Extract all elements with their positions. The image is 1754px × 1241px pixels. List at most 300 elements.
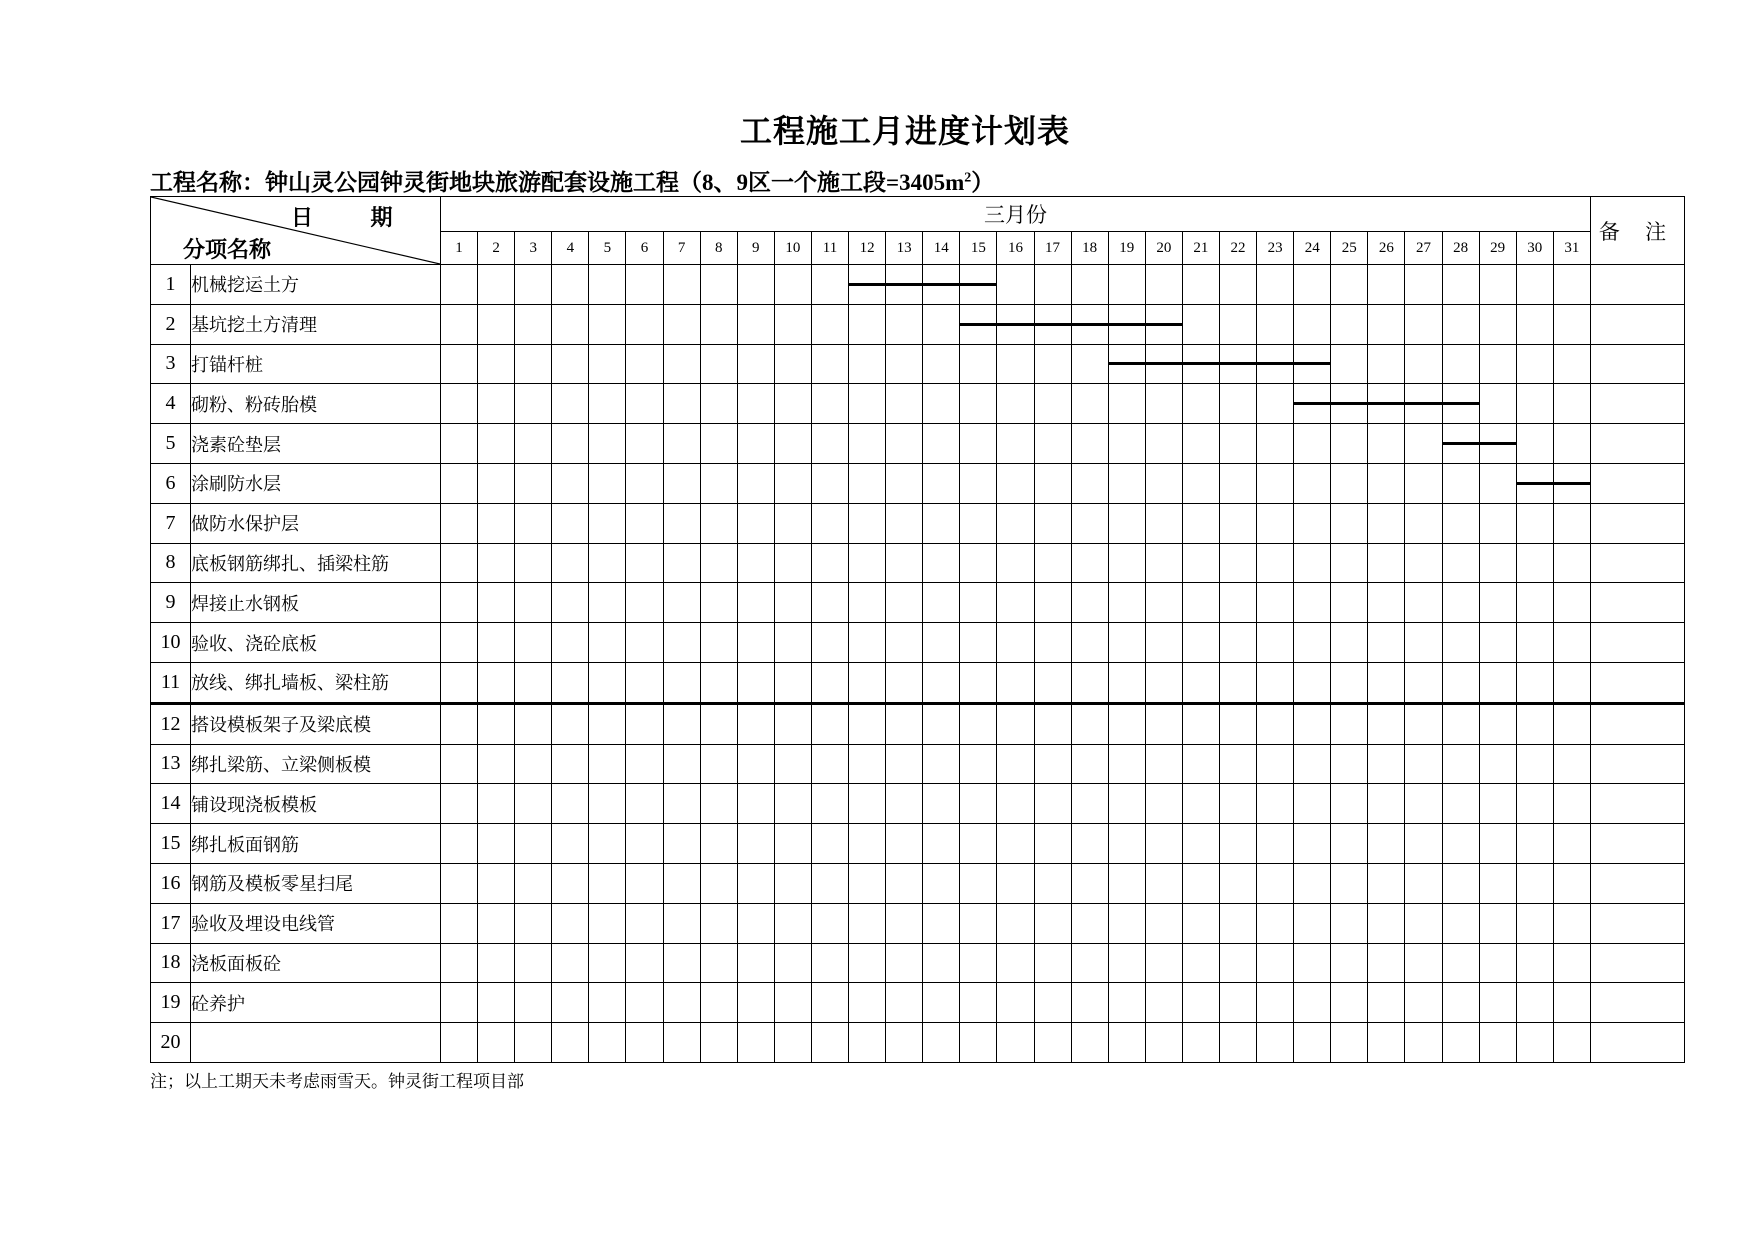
day-cell <box>626 662 663 703</box>
day-cell <box>1442 543 1479 583</box>
day-cell <box>1071 744 1108 784</box>
day-cell <box>700 304 737 344</box>
day-cell <box>1516 863 1553 903</box>
day-cell <box>923 463 960 503</box>
day-cell <box>1145 1023 1182 1063</box>
day-cell <box>589 424 626 464</box>
day-cell <box>1108 344 1145 384</box>
day-header-29: 29 <box>1479 232 1516 265</box>
day-cell <box>1071 623 1108 663</box>
task-number: 17 <box>151 903 191 943</box>
day-cell <box>1182 863 1219 903</box>
remarks-cell <box>1590 344 1684 384</box>
day-cell <box>1553 344 1590 384</box>
day-cell <box>1368 662 1405 703</box>
day-cell <box>515 744 552 784</box>
day-header-17: 17 <box>1034 232 1071 265</box>
day-cell <box>589 384 626 424</box>
day-cell <box>1368 503 1405 543</box>
day-cell <box>1294 784 1331 824</box>
day-cell <box>886 304 923 344</box>
day-cell <box>1219 662 1256 703</box>
day-cell <box>478 1023 515 1063</box>
day-cell <box>1145 265 1182 305</box>
day-cell <box>960 424 997 464</box>
day-cell <box>1479 983 1516 1023</box>
day-cell <box>1553 424 1590 464</box>
day-header-28: 28 <box>1442 232 1479 265</box>
day-cell <box>1405 543 1442 583</box>
day-cell <box>515 344 552 384</box>
day-cell <box>1257 703 1294 744</box>
day-cell <box>1331 503 1368 543</box>
day-header-27: 27 <box>1405 232 1442 265</box>
day-cell <box>960 583 997 623</box>
day-cell <box>811 384 848 424</box>
day-cell <box>849 543 886 583</box>
day-cell <box>1108 463 1145 503</box>
day-cell <box>923 703 960 744</box>
day-cell <box>626 623 663 663</box>
day-cell <box>663 344 700 384</box>
day-cell <box>811 1023 848 1063</box>
day-cell <box>1034 384 1071 424</box>
day-cell <box>1071 424 1108 464</box>
remarks-cell <box>1590 623 1684 663</box>
day-cell <box>1553 824 1590 864</box>
day-cell <box>478 503 515 543</box>
day-cell <box>1219 543 1256 583</box>
day-cell <box>997 943 1034 983</box>
day-cell <box>441 824 478 864</box>
day-cell <box>1368 583 1405 623</box>
day-cell <box>886 662 923 703</box>
day-cell <box>700 824 737 864</box>
day-cell <box>515 983 552 1023</box>
day-cell <box>515 384 552 424</box>
day-cell <box>1257 744 1294 784</box>
day-cell <box>960 863 997 903</box>
day-cell <box>515 304 552 344</box>
day-cell <box>478 784 515 824</box>
day-cell <box>478 265 515 305</box>
day-cell <box>1294 903 1331 943</box>
day-cell <box>923 424 960 464</box>
day-cell <box>1553 304 1590 344</box>
day-cell <box>737 623 774 663</box>
day-cell <box>552 863 589 903</box>
day-cell <box>552 424 589 464</box>
day-cell <box>811 784 848 824</box>
task-number: 3 <box>151 344 191 384</box>
gantt-bar-segment <box>960 283 996 286</box>
day-cell <box>1071 503 1108 543</box>
day-cell <box>1516 424 1553 464</box>
day-cell <box>1553 623 1590 663</box>
day-cell <box>663 943 700 983</box>
gantt-bar-segment <box>1294 402 1330 405</box>
day-header-14: 14 <box>923 232 960 265</box>
day-cell <box>886 265 923 305</box>
day-cell <box>589 943 626 983</box>
day-cell <box>849 1023 886 1063</box>
day-cell <box>923 384 960 424</box>
task-row <box>151 1023 1685 1063</box>
day-cell <box>1294 703 1331 744</box>
day-cell <box>1331 424 1368 464</box>
day-cell <box>700 265 737 305</box>
day-cell <box>1219 344 1256 384</box>
day-cell <box>737 863 774 903</box>
day-cell <box>1108 384 1145 424</box>
day-cell <box>960 903 997 943</box>
day-cell <box>1405 943 1442 983</box>
day-cell <box>663 824 700 864</box>
day-cell <box>1219 265 1256 305</box>
day-cell <box>589 703 626 744</box>
day-cell <box>1257 943 1294 983</box>
day-cell <box>1405 824 1442 864</box>
task-number: 15 <box>151 824 191 864</box>
day-cell <box>849 265 886 305</box>
day-cell <box>515 424 552 464</box>
day-cell <box>626 265 663 305</box>
remarks-cell <box>1590 424 1684 464</box>
header-row-month <box>151 197 1685 232</box>
day-header-16: 16 <box>997 232 1034 265</box>
day-cell <box>1219 903 1256 943</box>
day-cell <box>1294 983 1331 1023</box>
day-cell <box>737 943 774 983</box>
day-cell <box>700 623 737 663</box>
remarks-header: 备 注 <box>1590 197 1684 265</box>
day-cell <box>1516 623 1553 663</box>
day-cell <box>737 463 774 503</box>
day-cell <box>811 983 848 1023</box>
day-cell <box>589 824 626 864</box>
diagonal-header-cell <box>151 197 441 265</box>
day-cell <box>515 1023 552 1063</box>
day-cell <box>737 703 774 744</box>
day-cell <box>1405 344 1442 384</box>
day-cell <box>1071 662 1108 703</box>
day-cell <box>1516 583 1553 623</box>
remarks-cell <box>1590 265 1684 305</box>
remarks-cell <box>1590 784 1684 824</box>
day-cell <box>886 424 923 464</box>
day-cell <box>1442 304 1479 344</box>
task-row <box>151 703 1685 744</box>
day-cell <box>1442 863 1479 903</box>
day-cell <box>552 583 589 623</box>
day-cell <box>441 1023 478 1063</box>
day-cell <box>923 623 960 663</box>
day-cell <box>1553 463 1590 503</box>
day-cell <box>1442 824 1479 864</box>
project-name-line <box>150 164 994 197</box>
day-cell <box>515 784 552 824</box>
day-cell <box>1405 703 1442 744</box>
day-cell <box>515 863 552 903</box>
day-cell <box>589 744 626 784</box>
day-cell <box>923 503 960 543</box>
task-row <box>151 903 1685 943</box>
day-cell <box>1219 784 1256 824</box>
day-cell <box>1257 784 1294 824</box>
day-cell <box>1108 703 1145 744</box>
day-cell <box>552 983 589 1023</box>
day-cell <box>1182 662 1219 703</box>
day-cell <box>1331 344 1368 384</box>
day-cell <box>515 824 552 864</box>
day-cell <box>1294 863 1331 903</box>
day-cell <box>1405 863 1442 903</box>
day-cell <box>552 623 589 663</box>
day-cell <box>886 543 923 583</box>
day-header-7: 7 <box>663 232 700 265</box>
day-cell <box>1145 384 1182 424</box>
day-cell <box>1145 903 1182 943</box>
day-cell <box>960 662 997 703</box>
day-cell <box>1219 824 1256 864</box>
day-cell <box>1294 623 1331 663</box>
day-cell <box>1182 344 1219 384</box>
gantt-bar-segment <box>886 283 922 286</box>
day-cell <box>441 943 478 983</box>
day-cell <box>1516 503 1553 543</box>
day-header-20: 20 <box>1145 232 1182 265</box>
task-name: 基坑挖土方清理 <box>191 304 441 344</box>
day-cell <box>737 265 774 305</box>
day-cell <box>1182 703 1219 744</box>
day-cell <box>1442 424 1479 464</box>
day-cell <box>700 463 737 503</box>
day-cell <box>626 983 663 1023</box>
day-cell <box>1479 503 1516 543</box>
day-cell <box>1182 265 1219 305</box>
day-cell <box>1219 983 1256 1023</box>
day-cell <box>1405 903 1442 943</box>
remarks-cell <box>1590 824 1684 864</box>
day-cell <box>774 784 811 824</box>
day-cell <box>663 463 700 503</box>
task-number: 11 <box>151 662 191 703</box>
remarks-cell <box>1590 463 1684 503</box>
day-cell <box>1145 344 1182 384</box>
day-cell <box>626 703 663 744</box>
day-cell <box>1479 943 1516 983</box>
day-cell <box>923 583 960 623</box>
day-cell <box>589 983 626 1023</box>
day-cell <box>997 503 1034 543</box>
day-cell <box>1257 662 1294 703</box>
day-cell <box>1071 543 1108 583</box>
day-cell <box>1294 543 1331 583</box>
day-cell <box>1219 424 1256 464</box>
day-cell <box>663 744 700 784</box>
day-cell <box>886 583 923 623</box>
day-cell <box>441 424 478 464</box>
day-cell <box>997 543 1034 583</box>
day-cell <box>1553 503 1590 543</box>
day-cell <box>1145 543 1182 583</box>
day-cell <box>997 304 1034 344</box>
day-cell <box>1257 503 1294 543</box>
day-cell <box>997 463 1034 503</box>
remarks-cell <box>1590 543 1684 583</box>
day-cell <box>774 703 811 744</box>
schedule-table <box>150 196 1685 1063</box>
day-cell <box>1108 543 1145 583</box>
task-name: 底板钢筋绑扎、插梁柱筋 <box>191 543 441 583</box>
day-cell <box>1219 304 1256 344</box>
day-cell <box>849 344 886 384</box>
day-cell <box>1294 384 1331 424</box>
day-cell <box>737 424 774 464</box>
day-cell <box>552 943 589 983</box>
day-cell <box>700 903 737 943</box>
day-cell <box>1034 463 1071 503</box>
day-cell <box>1442 662 1479 703</box>
day-cell <box>1294 662 1331 703</box>
day-cell <box>1442 703 1479 744</box>
day-cell <box>960 384 997 424</box>
day-cell <box>1331 662 1368 703</box>
day-cell <box>1479 824 1516 864</box>
day-cell <box>478 863 515 903</box>
day-cell <box>737 744 774 784</box>
day-cell <box>589 265 626 305</box>
day-cell <box>811 344 848 384</box>
task-name: 机械挖运土方 <box>191 265 441 305</box>
task-number: 18 <box>151 943 191 983</box>
task-row <box>151 662 1685 703</box>
day-cell <box>515 583 552 623</box>
date-header-label: 日 期 <box>291 205 419 230</box>
day-cell <box>1553 265 1590 305</box>
day-cell <box>1294 583 1331 623</box>
day-cell <box>1145 503 1182 543</box>
day-cell <box>1145 304 1182 344</box>
day-cell <box>811 543 848 583</box>
day-cell <box>663 265 700 305</box>
day-cell <box>1034 824 1071 864</box>
day-cell <box>478 662 515 703</box>
day-cell <box>552 463 589 503</box>
day-cell <box>1145 662 1182 703</box>
day-cell <box>552 1023 589 1063</box>
day-cell <box>700 703 737 744</box>
day-cell <box>1516 384 1553 424</box>
day-cell <box>515 662 552 703</box>
day-cell <box>1145 703 1182 744</box>
gantt-bar-segment <box>1257 362 1293 365</box>
day-cell <box>552 304 589 344</box>
day-cell <box>441 543 478 583</box>
day-cell <box>1479 265 1516 305</box>
day-cell <box>515 903 552 943</box>
day-cell <box>663 503 700 543</box>
task-name <box>191 1023 441 1063</box>
day-cell <box>589 503 626 543</box>
day-cell <box>1479 662 1516 703</box>
day-header-15: 15 <box>960 232 997 265</box>
day-cell <box>849 304 886 344</box>
day-cell <box>1034 662 1071 703</box>
day-cell <box>997 983 1034 1023</box>
day-cell <box>1294 503 1331 543</box>
day-cell <box>552 744 589 784</box>
day-cell <box>1182 1023 1219 1063</box>
day-cell <box>997 824 1034 864</box>
day-cell <box>441 623 478 663</box>
task-name: 涂刷防水层 <box>191 463 441 503</box>
day-cell <box>626 903 663 943</box>
day-cell <box>811 463 848 503</box>
day-cell <box>1516 463 1553 503</box>
day-cell <box>1257 623 1294 663</box>
day-cell <box>1294 463 1331 503</box>
day-cell <box>626 503 663 543</box>
day-cell <box>1182 503 1219 543</box>
day-cell <box>886 863 923 903</box>
task-row <box>151 824 1685 864</box>
day-header-24: 24 <box>1294 232 1331 265</box>
day-cell <box>1034 784 1071 824</box>
day-cell <box>1553 543 1590 583</box>
day-cell <box>1516 943 1553 983</box>
gantt-bar-segment <box>1183 362 1219 365</box>
day-header-26: 26 <box>1368 232 1405 265</box>
day-header-2: 2 <box>478 232 515 265</box>
day-cell <box>1331 623 1368 663</box>
day-header-5: 5 <box>589 232 626 265</box>
day-cell <box>1182 384 1219 424</box>
task-number: 7 <box>151 503 191 543</box>
day-cell <box>774 903 811 943</box>
day-cell <box>774 503 811 543</box>
day-cell <box>1553 662 1590 703</box>
day-cell <box>626 744 663 784</box>
gantt-bar-segment <box>1554 482 1590 485</box>
task-row <box>151 344 1685 384</box>
day-cell <box>1442 983 1479 1023</box>
day-cell <box>1034 943 1071 983</box>
day-cell <box>1516 662 1553 703</box>
day-cell <box>1257 824 1294 864</box>
day-cell <box>960 344 997 384</box>
day-cell <box>1405 583 1442 623</box>
day-cell <box>1331 903 1368 943</box>
day-cell <box>811 744 848 784</box>
day-cell <box>849 784 886 824</box>
day-cell <box>700 744 737 784</box>
day-cell <box>774 1023 811 1063</box>
day-cell <box>811 903 848 943</box>
day-cell <box>1034 863 1071 903</box>
day-cell <box>1331 265 1368 305</box>
day-cell <box>1405 623 1442 663</box>
day-cell <box>1368 703 1405 744</box>
day-cell <box>737 784 774 824</box>
day-cell <box>1553 903 1590 943</box>
day-cell <box>886 384 923 424</box>
task-number: 10 <box>151 623 191 663</box>
day-cell <box>700 344 737 384</box>
day-cell <box>1034 703 1071 744</box>
day-cell <box>441 503 478 543</box>
day-cell <box>1553 744 1590 784</box>
